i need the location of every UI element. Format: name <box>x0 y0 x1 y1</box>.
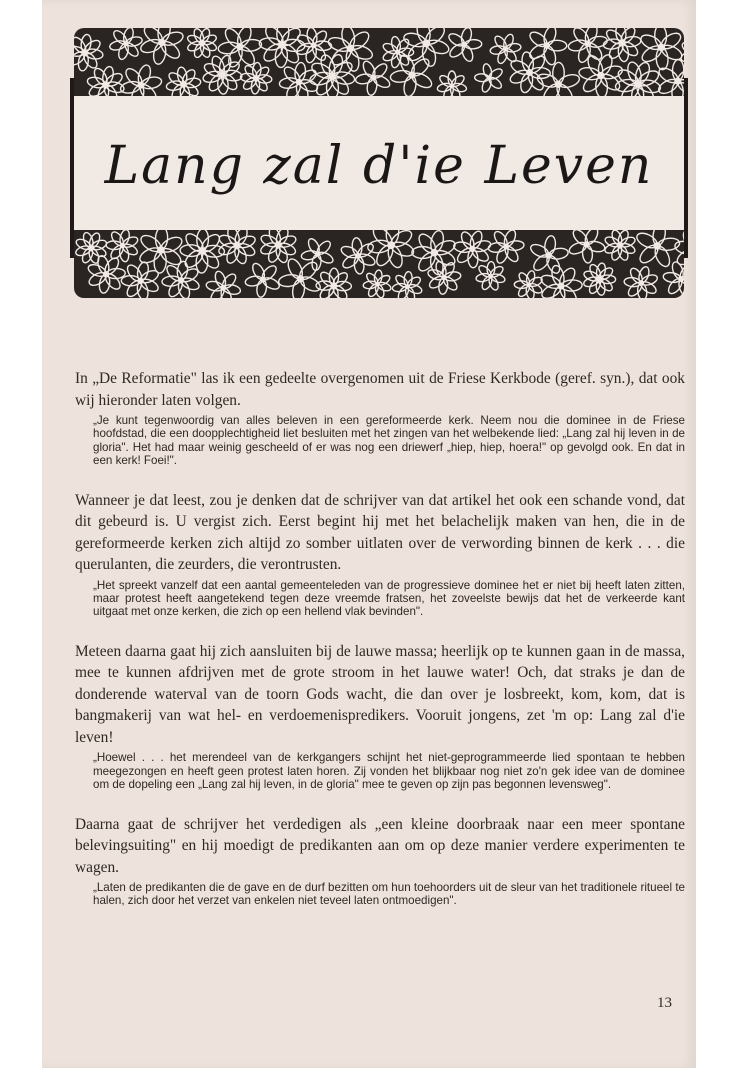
flower-icon <box>74 34 104 72</box>
flower-icon <box>402 28 450 67</box>
flower-icon <box>295 28 331 64</box>
quote-2: „Het spreekt vanzelf dat een aantal gemeenteleden van de progressieve dominee het er niet bij heeft laten zitten, maar protest heeft aangetekend tegen deze vreemde fratsen, het zoveelste bewijs dat het de verkeerde kant uitgaat met onze kerken, die zich op een hellend vlak bevinden". <box>93 578 685 619</box>
flower-icon <box>363 270 392 298</box>
flower-icon <box>656 60 684 96</box>
paragraph-1: In „De Reformatie" las ik een gedeelte overgenomen uit de Friese Kerkbode (geref. syn.), dat ook wij hieronder laten volgen. <box>75 370 685 409</box>
title-box <box>74 96 684 230</box>
quote-1: „Je kunt tegenwoordig van alles beleven in een gereformeerde kerk. Neem nou die dominee in de Friese hoofdstad, die een doopplechtigheid liet besluiten met het zingen van het welbekende lied: „Lang zal hij leven in de gloria". Het had maar weinig gescheeld of er was nog een driewerf „hiep, hiep, hoera!" op gevolgd ook. En dat in een kerk! Foei!". <box>93 414 685 468</box>
flower-icon <box>453 230 492 268</box>
flower-icon <box>583 262 616 296</box>
page-number: 13 <box>657 995 672 1011</box>
quote-4: „Laten de predikanten die de gave en de durf bezitten om hun toehoorders uit de sleur van het traditionele ritueel te halen, zich door het verzet van enkelen niet teveel laten ontmoedigen". <box>93 881 685 908</box>
flower-icon <box>166 66 202 96</box>
paragraph-4: Daarna gaat de schrijver het verdedigen als „een kleine doorbraak naar een meer spontane belevingsuiting" en hij moedigt de predikanten aan om op deze manier verdere experimenten te wagen. <box>75 815 685 876</box>
flower-icon <box>138 230 185 273</box>
frame-bar-right <box>684 78 688 258</box>
flower-icon <box>539 264 582 298</box>
flower-icon <box>508 51 550 94</box>
flower-icon <box>615 60 662 96</box>
flower-icon <box>447 28 482 63</box>
flower-icon <box>316 268 352 298</box>
title-banner <box>74 28 684 298</box>
flower-icon <box>86 66 125 96</box>
flower-icon <box>355 59 392 96</box>
flower-icon <box>639 28 684 70</box>
flower-icon <box>488 230 524 265</box>
floral-band-top-icon <box>74 28 684 96</box>
page <box>42 0 696 1068</box>
flower-icon <box>529 235 569 275</box>
flower-icon <box>392 271 423 298</box>
flower-icon <box>604 230 637 262</box>
flower-icon <box>109 28 143 61</box>
frame-bar-left <box>70 78 74 258</box>
flower-icon <box>279 62 319 96</box>
flower-icon <box>490 33 522 65</box>
flower-icon <box>186 28 217 59</box>
flower-icon <box>624 265 659 298</box>
flower-icon <box>119 64 162 96</box>
flower-icon <box>162 261 201 298</box>
flower-icon <box>514 270 543 298</box>
flower-icon <box>217 230 256 265</box>
flower-icon <box>180 230 225 273</box>
flower-icon <box>390 53 434 96</box>
flower-icon <box>603 28 642 62</box>
article-title: Lang zal d'ie Leven <box>104 136 654 196</box>
paragraph-2: Wanneer je dat leest, zou je denken dat de schrijver van dat artikel het ook een schande vond, dat dit gebeurd is. U vergist zich. Eerst begint hij met het belachelijk maken van hen, die in de gereformeerde kerken zich altijd zo somber uitlaten over de verwording binnen de kerk . . . die querulanten, die zeurders, die verontrusten. <box>75 491 685 574</box>
flower-icon <box>412 230 457 276</box>
flower-icon <box>437 71 468 96</box>
flower-icon <box>568 230 606 263</box>
paragraph-3: Meteen daarna gaat hij zich aansluiten bij de lauwe massa; heerlijk op te kunnen gaan in de massa, mee te kunnen afdrijven met de grote stroom in het lauwe water! Och, dat straks je dan de donderende waterval van de toorn Gods wacht, die dan over je losbreekt, kom, kom, dat is bangmakerij van wat hel- en verdoemenispredikers. Vooruit jongens, zet 'm op: Lang zal d'ie leven! <box>75 642 685 746</box>
flower-icon <box>74 231 107 264</box>
floral-band-bottom-icon <box>74 230 684 298</box>
flower-icon <box>474 63 503 93</box>
flower-icon <box>205 270 241 298</box>
flower-icon <box>245 262 281 298</box>
flower-icon <box>475 261 505 291</box>
flower-icon <box>202 54 242 94</box>
quote-3: „Hoewel . . . het merendeel van de kerkgangers schijnt het niet-geprogrammeerde lied spontaan te hebben meegezongen en heeft geen protest laten horen. Zij vonden het blijkbaar nog niet zo'n gek idee van de dominee om de dopeling een „Lang zal hij leven, in de gloria" mee te geven op zijn pas begonnen levensweg". <box>93 751 685 792</box>
flower-icon <box>106 230 139 262</box>
flower-icon <box>139 28 185 65</box>
article-body <box>75 368 685 908</box>
flower-icon <box>240 62 272 94</box>
